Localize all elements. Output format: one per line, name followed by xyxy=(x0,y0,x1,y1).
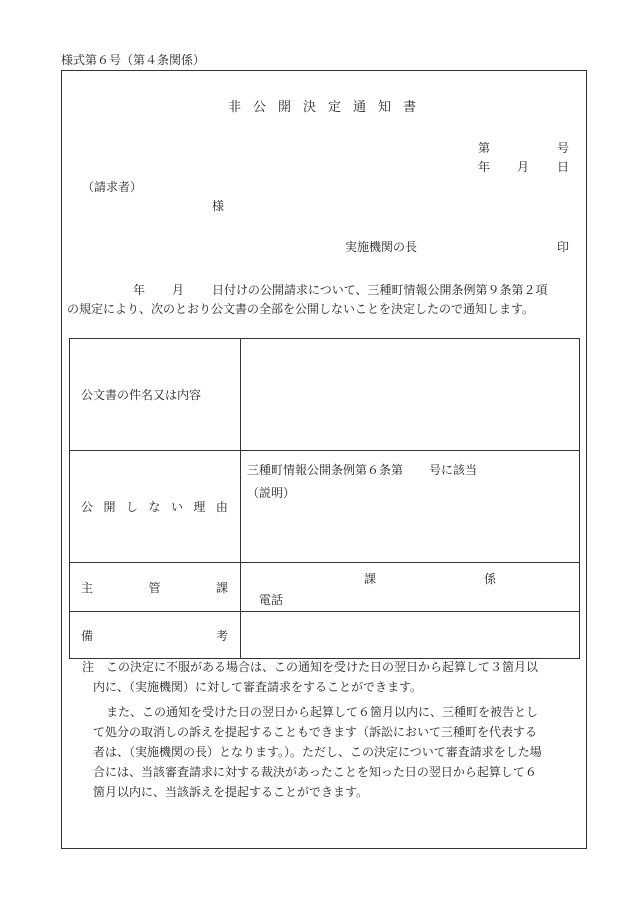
note-p2-line5: 箇月以内に、当該訴えを提起することができます。 xyxy=(93,785,369,799)
body-year: 年 xyxy=(133,283,146,297)
remarks-label-char: 備 xyxy=(81,628,94,643)
date-month: 月 xyxy=(517,160,530,174)
body-month: 月 xyxy=(172,283,185,297)
agency-head: 実施機関の長 xyxy=(345,240,418,254)
note-p1-line1: この決定に不服がある場合は、この通知を受けた日の翌日から起算して３箇月以 xyxy=(106,660,539,674)
reason-label-char: 開 xyxy=(103,500,116,514)
document-title: 非公開決定通知書 xyxy=(228,100,429,115)
note-label: 注 xyxy=(82,660,95,674)
note-p2-line3: 者は、（実施機関の長）となります。）。ただし、この決定について審査請求をした場 xyxy=(93,745,542,759)
requester-label: （請求者） xyxy=(82,180,143,194)
reason-explanation-label: （説明） xyxy=(247,486,296,500)
department-value[interactable] xyxy=(241,563,580,612)
seal-mark: 印 xyxy=(557,240,570,254)
form-number: 様式第６号（第４条関係） xyxy=(61,53,206,67)
info-table xyxy=(69,338,580,659)
department-label-char: 主 xyxy=(81,580,94,595)
reason-label-char: い xyxy=(170,500,183,514)
table-row-subject xyxy=(70,339,580,451)
number-go: 号 xyxy=(557,141,570,155)
reason-label-char: 公 xyxy=(81,500,94,514)
remarks-label-char: 考 xyxy=(215,628,228,643)
reason-ordinance: 三種町情報公開条例第６条第 xyxy=(247,463,404,477)
reason-label-char: 理 xyxy=(193,500,206,514)
note-p2-line1: また、この通知を受けた日の翌日から起算して６箇月以内に、三種町を被告とし xyxy=(106,705,539,719)
subject-value[interactable] xyxy=(241,339,580,451)
reason-label-char: な xyxy=(148,500,161,514)
number-dai: 第 xyxy=(478,141,491,155)
department-ka: 課 xyxy=(364,572,377,586)
remarks-label xyxy=(70,612,241,659)
department-telephone: 電話 xyxy=(259,593,284,607)
remarks-value[interactable] xyxy=(241,612,580,659)
body-line1: 日付けの公開請求について、三種町情報公開条例第９条第２項 xyxy=(212,283,548,297)
table-row-remarks xyxy=(70,612,580,659)
reason-applicable: 号に該当 xyxy=(429,463,478,477)
date-day: 日 xyxy=(557,160,570,174)
reason-value[interactable] xyxy=(241,451,580,563)
table-row-department xyxy=(70,563,580,612)
date-year: 年 xyxy=(478,160,491,174)
reason-label xyxy=(70,451,241,563)
note-p1-line2: 内に、（実施機関）に対して審査請求をすることができます。 xyxy=(93,680,423,694)
department-label xyxy=(70,563,241,612)
department-label-char: 課 xyxy=(215,580,228,595)
reason-label-char: 由 xyxy=(215,500,228,514)
reason-label-char: し xyxy=(125,500,138,514)
department-kakari: 係 xyxy=(484,572,497,586)
note-p2-line4: 合には、当該審査請求に対する裁決があったことを知った日の翌日から起算して６ xyxy=(93,765,537,779)
body-line2: の規定により、次のとおり公文書の全部を公開しないことを決定したので通知します。 xyxy=(67,302,535,316)
department-label-char: 管 xyxy=(148,580,161,595)
note-p2-line2: て処分の取消しの訴えを提起することもできます（訴訟において三種町を代表する xyxy=(93,725,538,739)
subject-label: 公文書の件名又は内容 xyxy=(70,339,241,451)
table-row-reason xyxy=(70,451,580,563)
requester-sama: 様 xyxy=(212,199,225,213)
